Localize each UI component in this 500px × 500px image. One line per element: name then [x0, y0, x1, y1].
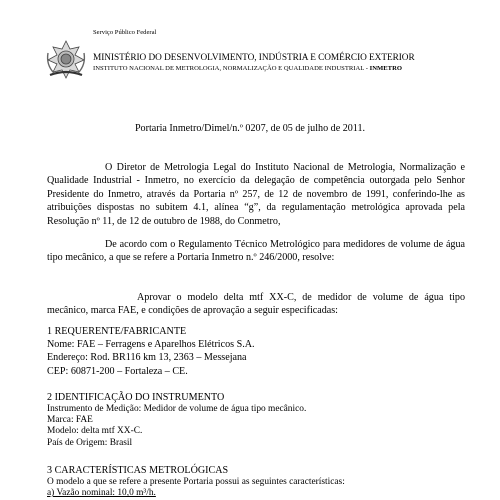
section-line: Endereço: Rod. BR116 km 13, 2363 – Messejana: [47, 352, 247, 364]
brazil-coat-of-arms-icon: [44, 39, 88, 81]
section-instrument: [47, 391, 306, 449]
institute-acronym: INMETRO: [369, 65, 403, 72]
section-title: 2 IDENTIFICAÇÃO DO INSTRUMENTO: [47, 392, 225, 403]
section-title: 1 REQUERENTE/FABRICANTE: [47, 326, 187, 337]
section-line: Marca: FAE: [47, 415, 93, 426]
agency-name: Serviço Público Federal: [93, 29, 157, 36]
ordinance-title: Portaria Inmetro/Dimel/n.º 0207, de 05 de julho de 2011.: [134, 123, 366, 134]
section-line: CEP: 60871-200 – Fortaleza – CE.: [47, 365, 188, 377]
section-line: Nome: FAE – Ferragens e Aparelhos Elétricos S.A.: [47, 339, 255, 351]
paragraph-regulation: De acordo com o Regulamento Técnico Metrológico para medidores de volume de água tipo mecânico, a que se refere a Portaria Inmetro n.º 246/2000, resolve:: [47, 239, 465, 264]
ministry-name: MINISTÉRIO DO DESENVOLVIMENTO, INDÚSTRIA E COMÉRCIO EXTERIOR: [93, 53, 415, 63]
section-characteristics: [47, 464, 345, 499]
section-title: 3 CARACTERÍSTICAS METROLÓGICAS: [47, 465, 229, 476]
paragraph-approval: Aprovar o modelo delta mtf XX-C, de medidor de volume de água tipo mecânico, marca FAE, e condições de aprovação a seguir especificadas:: [47, 292, 465, 317]
section-applicant: [47, 325, 255, 378]
paragraph-director: O Diretor de Metrologia Legal do Instituto Nacional de Metrologia, Normalização e Qualidade Industrial - Inmetro, no exercício da delegação de competência outorgada pelo Senhor Presidente do Inmetro, através da Portaria nº 257, de 12 de novembro de 1991, conferindo-lhe as atribuições dispostas no subitem 4.1, alínea “g”, da regulamentação metrológica aprovada pela Resolução nº 11, de 12 de outubro de 1988, do Conmetro,: [47, 162, 465, 227]
section-line: a) Vazão nominal: 10,0 m³/h.: [47, 488, 156, 499]
section-line: Modelo: delta mtf XX-C.: [47, 426, 143, 437]
institute-name: INSTITUTO NACIONAL DE METROLOGIA, NORMALIZAÇÃO E QUALIDADE INDUSTRIAL - INMETRO: [93, 65, 403, 72]
section-line: Instrumento de Medição: Medidor de volume de água tipo mecânico.: [47, 404, 307, 414]
section-line: O modelo a que se refere a presente Portaria possui as seguintes características:: [47, 477, 345, 487]
section-line: País de Origem: Brasil: [47, 437, 133, 448]
